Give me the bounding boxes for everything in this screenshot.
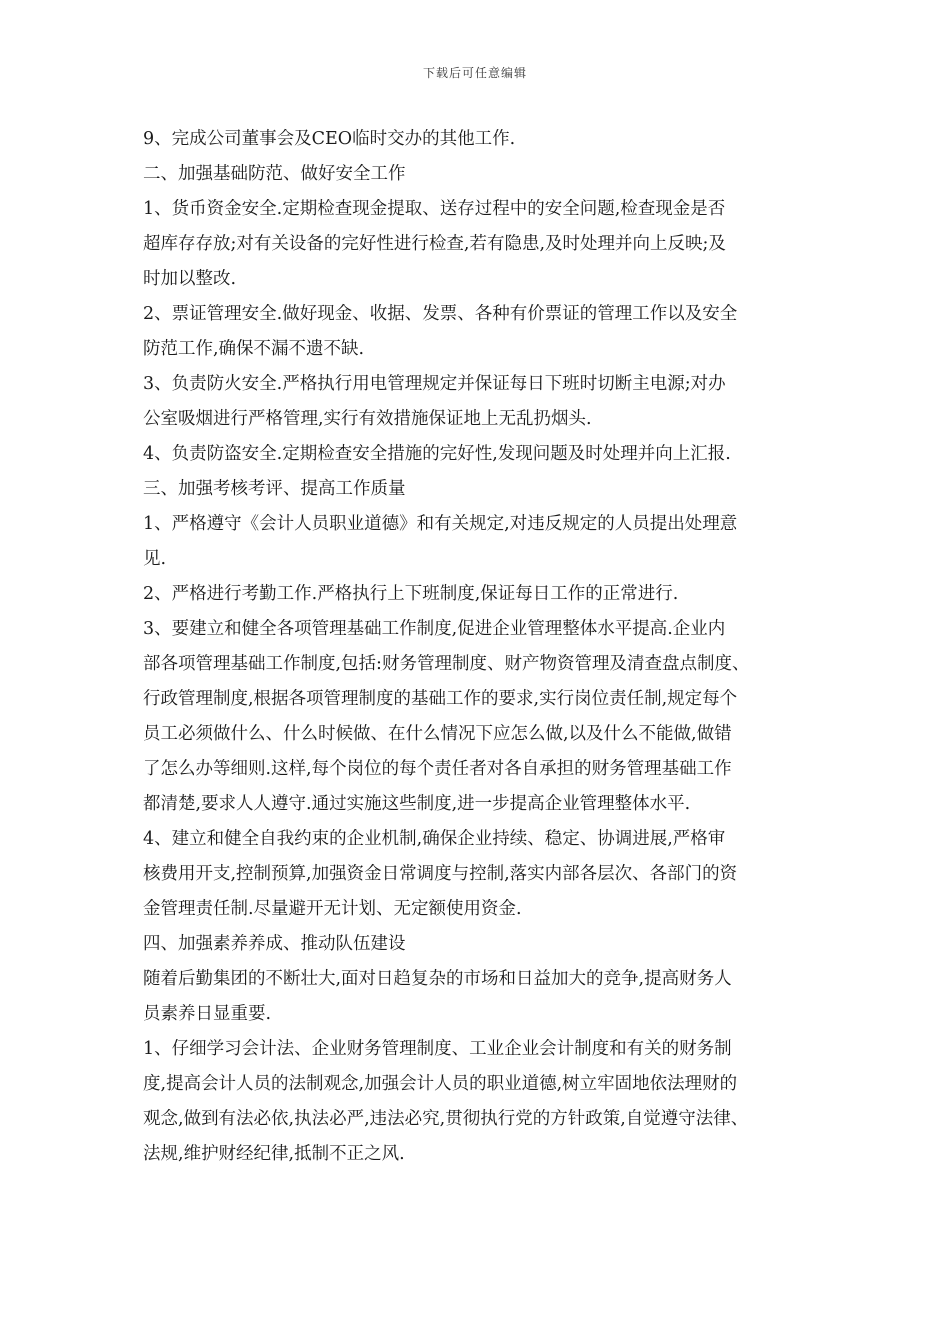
text-line: 核费用开支,控制预算,加强资金日常调度与控制,落实内部各层次、各部门的资	[143, 864, 738, 884]
text-line: 时加以整改.	[143, 269, 237, 289]
text-line: 了怎么办等细则.这样,每个岗位的每个责任者对各自承担的财务管理基础工作	[143, 759, 732, 779]
text-line: 2、票证管理安全.做好现金、收据、发票、各种有价票证的管理工作以及安全	[143, 304, 738, 324]
text-line: 金管理责任制.尽量避开无计划、无定额使用资金.	[143, 899, 522, 919]
text-line: 员素养日显重要.	[143, 1004, 272, 1024]
text-line: 法规,维护财经纪律,抵制不正之风.	[143, 1144, 405, 1164]
text-line: 4、建立和健全自我约束的企业机制,确保企业持续、稳定、协调进展,严格审	[143, 829, 726, 849]
text-line: 随着后勤集团的不断壮大,面对日趋复杂的市场和日益加大的竞争,提高财务人	[143, 969, 732, 989]
text-line: 行政管理制度,根据各项管理制度的基础工作的要求,实行岗位责任制,规定每个	[143, 689, 738, 709]
page-header: 下载后可任意编辑	[422, 66, 527, 80]
section-heading: 三、加强考核考评、提高工作质量	[143, 479, 406, 499]
text-line: 1、仔细学习会计法、企业财务管理制度、工业企业会计制度和有关的财务制	[143, 1039, 732, 1059]
section-heading: 二、加强基础防范、做好安全工作	[143, 164, 406, 184]
text-line: 员工必须做什么、什么时候做、在什么情况下应怎么做,以及什么不能做,做错	[143, 724, 732, 744]
text-line: 见.	[143, 549, 167, 569]
text-line: 观念,做到有法必依,执法必严,违法必究,贯彻执行党的方针政策,自觉遵守法律、	[143, 1109, 749, 1129]
text-line: 防范工作,确保不漏不遗不缺.	[143, 339, 365, 359]
text-line: 都清楚,要求人人遵守.通过实施这些制度,进一步提高企业管理整体水平.	[143, 794, 691, 814]
text-line: 度,提高会计人员的法制观念,加强会计人员的职业道德,树立牢固地依法理财的	[143, 1074, 738, 1094]
section-heading: 四、加强素养养成、推动队伍建设	[143, 934, 406, 954]
text-line: 1、货币资金安全.定期检查现金提取、送存过程中的安全问题,检查现金是否	[143, 199, 726, 219]
text-line: 9、完成公司董事会及CEO临时交办的其他工作.	[143, 129, 516, 149]
text-line: 3、要建立和健全各项管理基础工作制度,促进企业管理整体水平提高.企业内	[143, 619, 726, 639]
text-line: 4、负责防盗安全.定期检查安全措施的完好性,发现问题及时处理并向上汇报.	[143, 444, 731, 464]
text-line: 超库存存放;对有关设备的完好性进行检查,若有隐患,及时处理并向上反映;及	[143, 234, 726, 254]
text-line: 3、负责防火安全.严格执行用电管理规定并保证每日下班时切断主电源;对办	[143, 374, 726, 394]
text-line: 部各项管理基础工作制度,包括:财务管理制度、财产物资管理及清查盘点制度、	[143, 654, 750, 674]
text-line: 2、严格进行考勤工作.严格执行上下班制度,保证每日工作的正常进行.	[143, 584, 679, 604]
text-line: 1、严格遵守《会计人员职业道德》和有关规定,对违反规定的人员提出处理意	[143, 514, 738, 534]
text-line: 公室吸烟进行严格管理,实行有效措施保证地上无乱扔烟头.	[143, 409, 592, 429]
document-body	[143, 122, 813, 1172]
